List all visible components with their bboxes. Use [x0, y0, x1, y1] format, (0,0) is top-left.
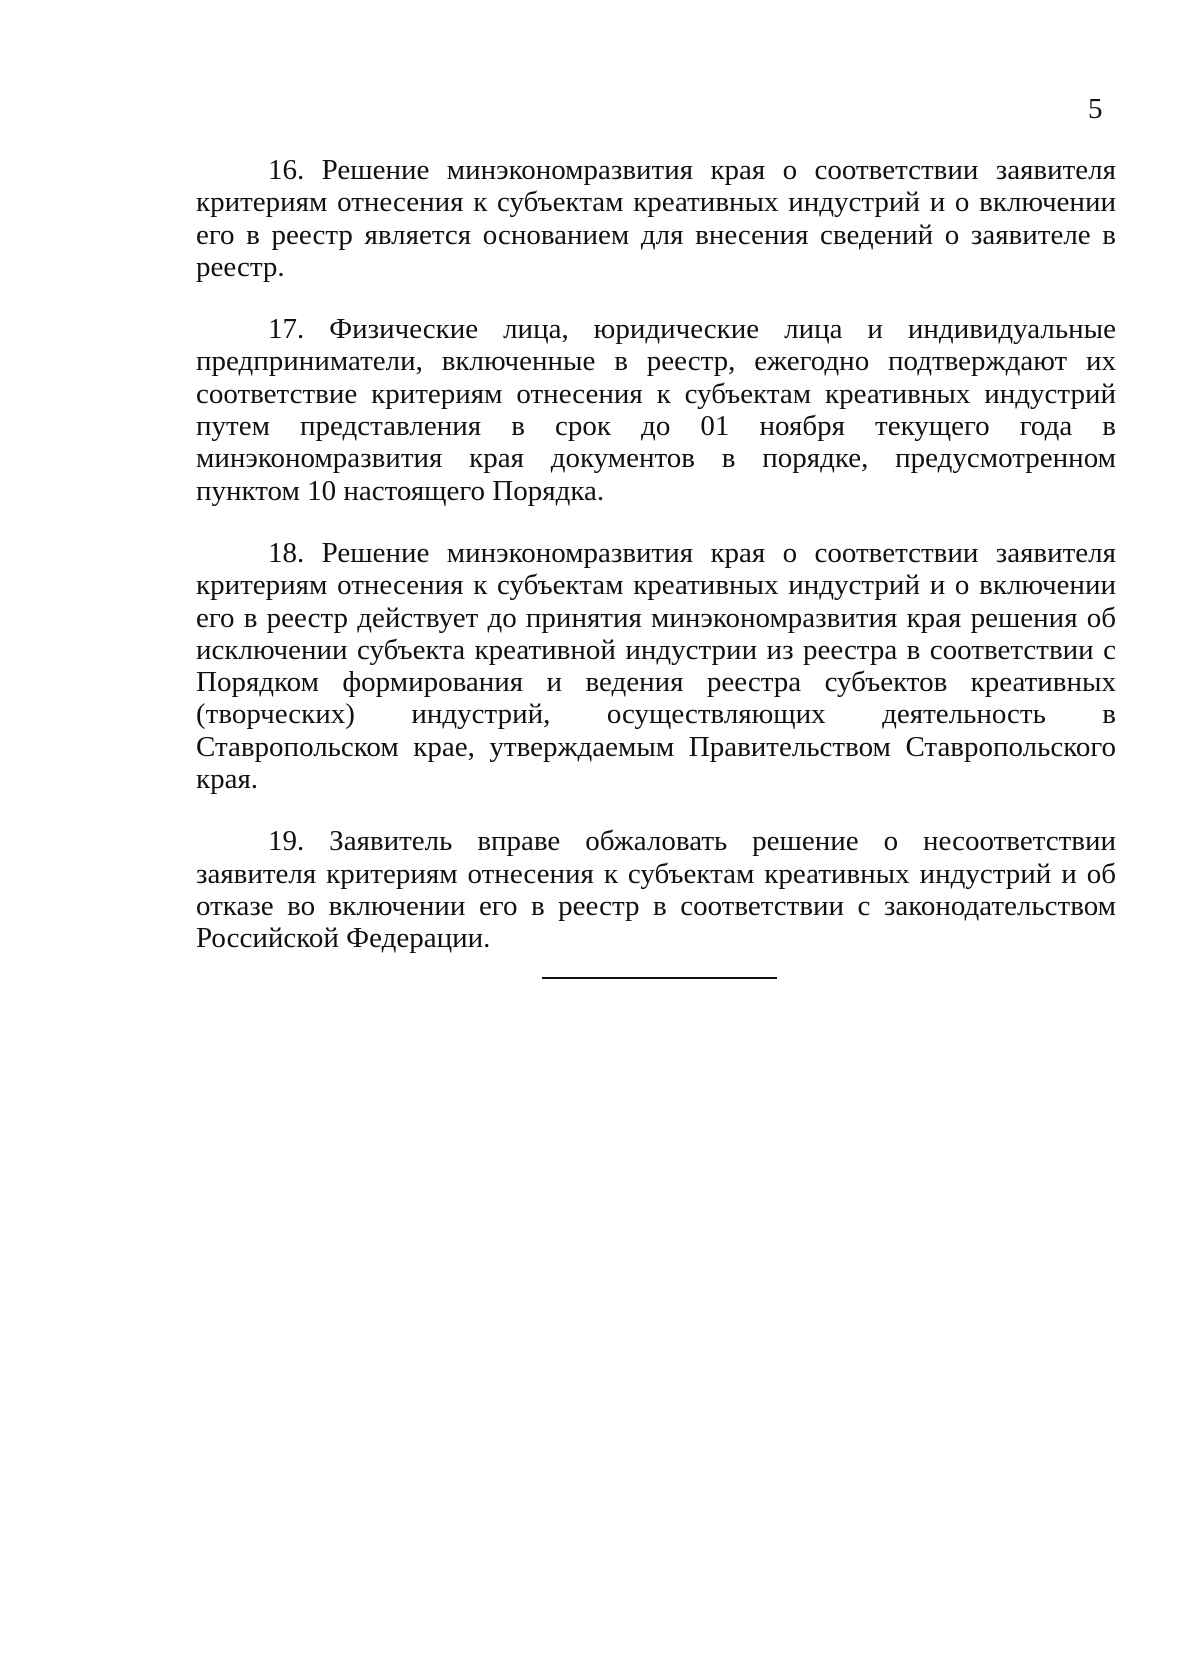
paragraph-16: 16. Решение минэкономразвития края о соответствии заявителя критериям отнесения к субъектам креативных индустрий и о включении его в реестр является основанием для внесения сведений о заявителе в реестр.	[196, 154, 1116, 283]
paragraph-18: 18. Решение минэкономразвития края о соответствии заявителя критериям отнесения к субъектам креативных индустрий и о включении его в реестр действует до принятия минэкономразвития края решения об исключении субъекта креативной индустрии из реестра в соответствии с Порядком формирования и ведения реестра субъектов креативных (творческих) индустрий, осуществляющих деятельность в Ставропольском крае, утверждаемым Правительством Ставропольского края.	[196, 536, 1116, 796]
paragraph-19: 19. Заявитель вправе обжаловать решение о несоответствии заявителя критериям отнесения к субъектам креативных индустрий и об отказе во включении его в реестр в соответствии с законодательством Российской Федерации.	[196, 825, 1116, 955]
paragraph-17: 17. Физические лица, юридические лица и индивидуальные предприниматели, включенные в реестр, ежегодно подтверждают их соответствие критериям отнесения к субъектам креативных индустрий путем представления в срок до 01 ноября текущего года в минэкономразвития края документов в порядке, предусмотренном пунктом 10 настоящего Порядка.	[196, 313, 1116, 507]
closing-separator-line	[542, 977, 777, 979]
document-body	[196, 154, 1116, 985]
page-number: 5	[1088, 93, 1103, 125]
